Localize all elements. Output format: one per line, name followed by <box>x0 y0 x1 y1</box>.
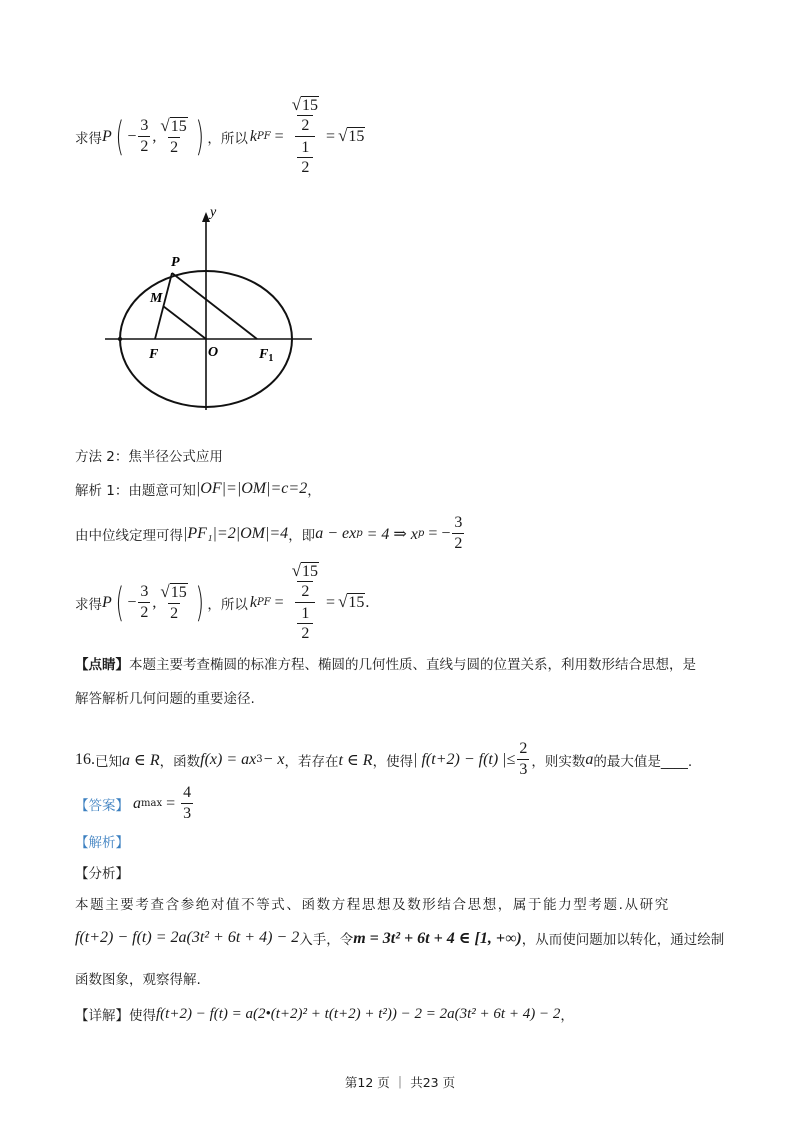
p1-x-frac: $\frac{3}{2}$ <box>140 117 149 156</box>
segment-mo <box>163 306 206 339</box>
fenxi-text3: 函数图象，观察得解. <box>75 972 201 988</box>
answer-frac: $\frac{4}{3}$ <box>183 784 192 822</box>
p-label: P <box>171 255 180 270</box>
left-paren: ( <box>115 113 124 160</box>
f1-label: $F_1$ <box>259 347 274 364</box>
q16-line: 16. 已知 a ∈ R ，函数 f(x) = ax 3 − x ，若存在 t ∈ R ，使得 | f(t+2) − f(t) |≤ $\frac{2}{3}$ ，则实数 a 的最大值是____. <box>75 740 693 778</box>
median-expr: |PF₁|=2|OM|=4 <box>183 524 289 542</box>
q16-number: 16. <box>75 750 95 768</box>
fenxi-label: 【分析】 <box>75 866 129 882</box>
p1-line: 求得 P ( − $\frac{3}{2}$ , √ 15 2 ) ，所以 k PF = √ 15 2 1 2 = √ 15 <box>75 95 365 176</box>
k-complex-frac: √ 15 2 1 2 <box>291 95 319 176</box>
right-paren: ) <box>195 113 204 160</box>
k-symbol: k <box>249 127 257 145</box>
p1-prefix: 求得 <box>75 130 102 147</box>
o-label: O <box>208 345 219 360</box>
fenxi-line2: f(t+2) − f(t) = 2a(3t² + 6t + 4) − 2 入手，令 m = 3t² + 6t + 4 ∈ [1, +∞) ，从而使问题加以转化，通过绘制 <box>75 929 725 948</box>
left-vertex-dot <box>118 337 122 341</box>
detail-line: 【详解】 使得 f(t+2) − f(t) = a(2•(t+2)² + t(t+2) + t²)) − 2 = 2a(3t² + 6t + 4) − 2 ， <box>75 1005 574 1024</box>
p1-so: ，所以 <box>207 130 248 147</box>
m-label: M <box>150 291 163 306</box>
y-label: y <box>210 205 217 220</box>
jiexi-label: 【解析】 <box>75 835 129 851</box>
f-label: F <box>149 347 159 362</box>
dianjing-para: 【点睛】本题主要考查椭圆的标准方程、椭圆的几何性质、直线与圆的位置关系，利用数形结合思想，是 解答解析几何问题的重要途径. <box>75 657 696 707</box>
y-axis-arrow <box>202 212 210 222</box>
analysis1-expr: |OF|=|OM|=c=2 <box>195 480 308 497</box>
median-line: 由中位线定理可得 |PF₁|=2|OM|=4 ，即 a − ex p = 4 ⇒ x p = − $\frac{3}{2}$ <box>75 514 463 552</box>
answer-line: 【答案】 a max = $\frac{4}{3}$ <box>75 784 192 822</box>
point-p: P <box>102 127 112 145</box>
p1-result: √ 15 <box>338 126 365 146</box>
fenxi-text1: 本题主要考查含参绝对值不等式、函数方程思想及数形结合思想，属于能力型考题.从研究 <box>75 897 670 913</box>
analysis1-line: 解析 1：由题意可知 |OF|=|OM|=c=2 ， <box>75 480 321 499</box>
q16-frac: $\frac{2}{3}$ <box>519 740 528 778</box>
ellipse-figure <box>100 200 320 415</box>
p2-line: 求得 P ( − $\frac{3}{2}$ , √ 15 2 ) ，所以 k PF = √ 15 2 1 2 = √ 15 . <box>75 561 370 642</box>
p1-y-frac: √ 15 2 <box>160 115 187 156</box>
segment-pf1 <box>172 273 257 339</box>
median-frac: $\frac{3}{2}$ <box>454 514 463 552</box>
answer-label: 【答案】 <box>75 797 129 814</box>
page-footer: 第12 页 ｜ 共23 页 <box>344 1075 456 1090</box>
method2-heading: 方法 2：焦半径公式应用 <box>75 449 223 465</box>
